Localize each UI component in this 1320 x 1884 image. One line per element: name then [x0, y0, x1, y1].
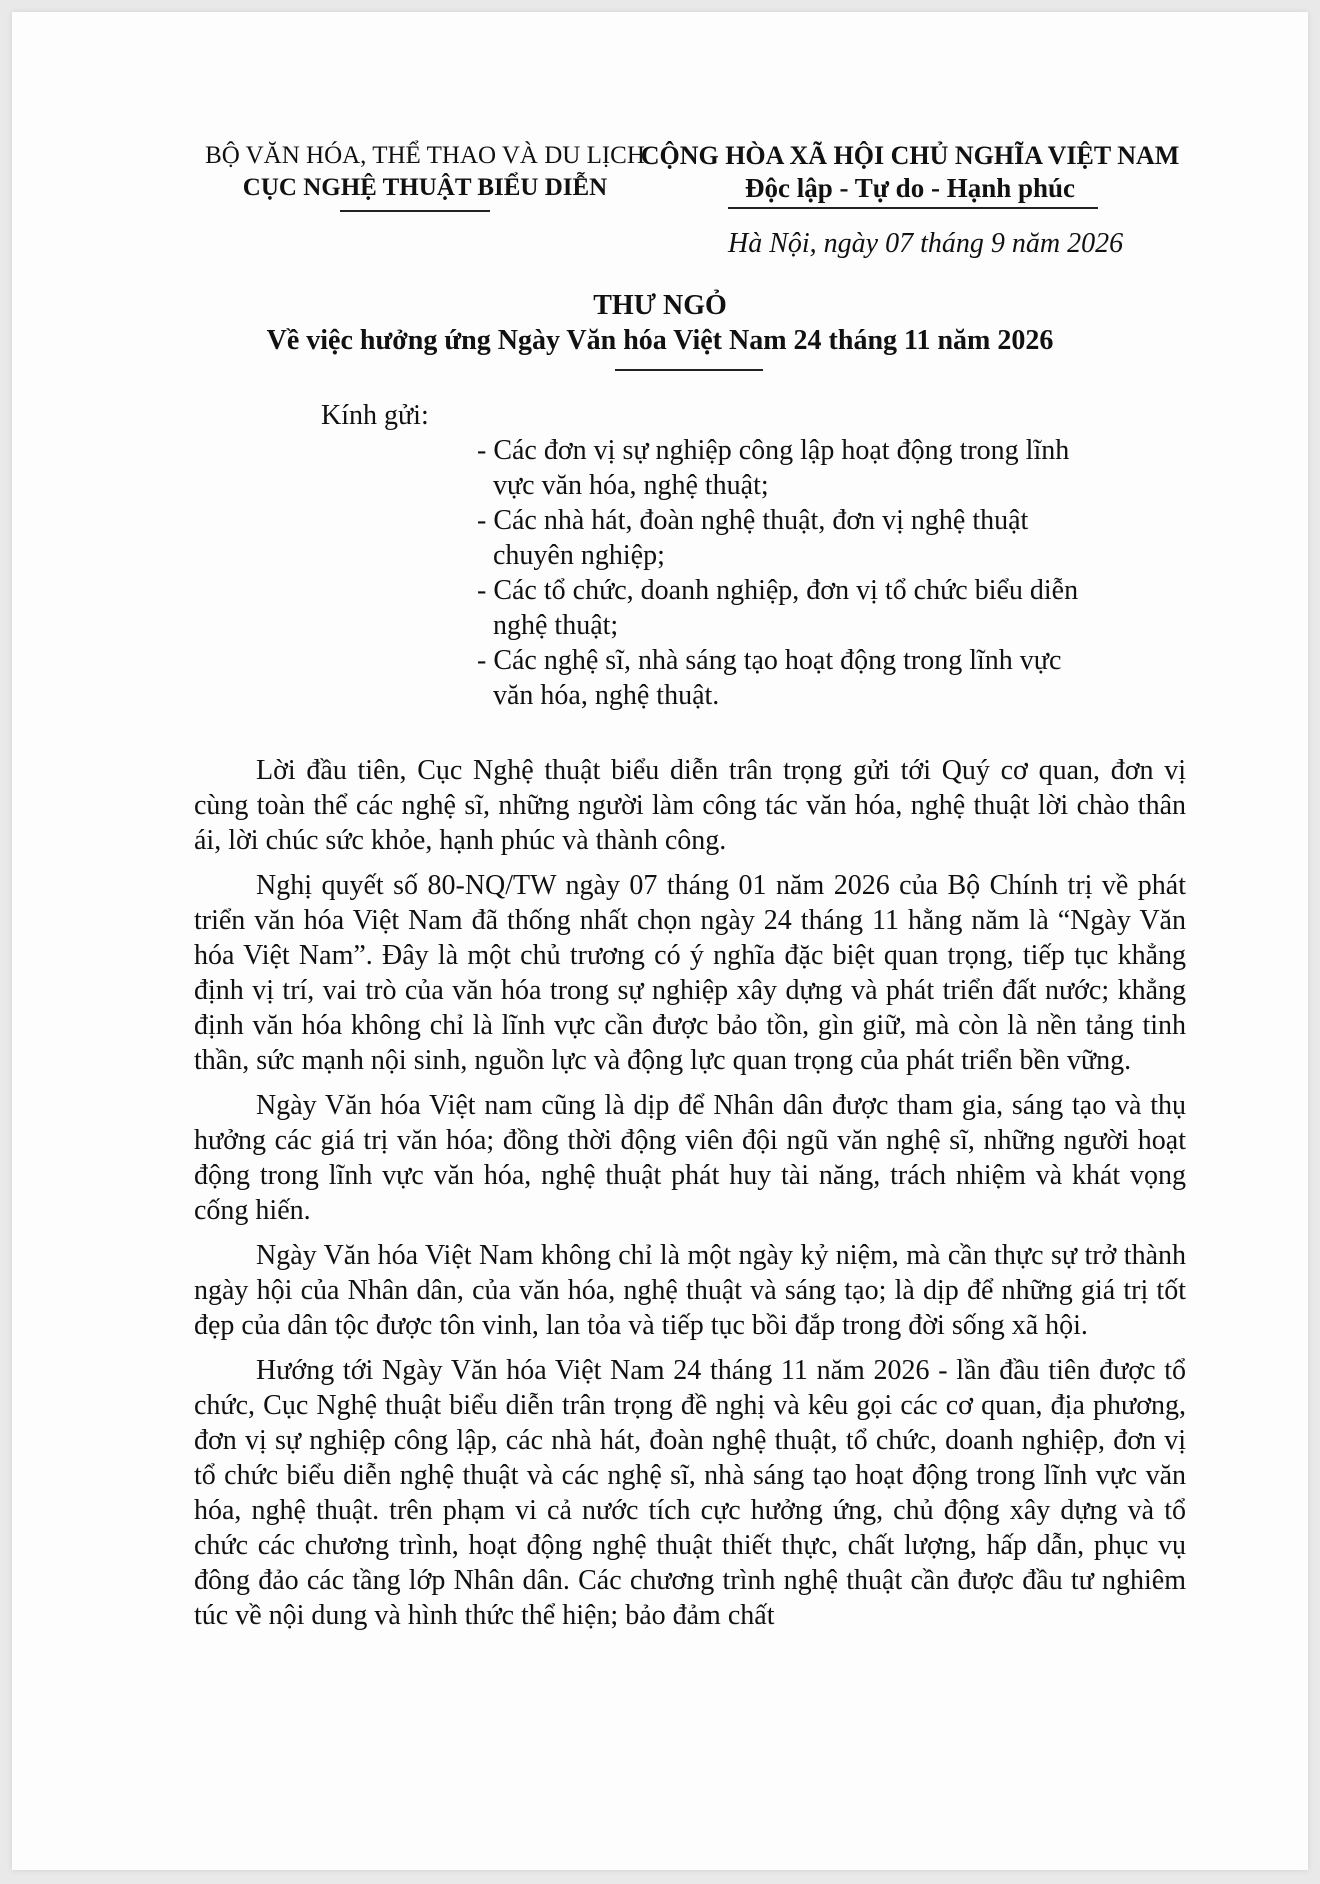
- recipient-line: chuyên nghiệp;: [493, 540, 665, 571]
- body-paragraph: Hướng tới Ngày Văn hóa Việt Nam 24 tháng 11 năm 2026 - lần đầu tiên được tổ chức, Cục Nghệ thuật biểu diễn trân trọng đề nghị và kêu gọi các cơ quan, địa phương, đơn vị sự nghiệp công lập, các nhà hát, đoàn nghệ thuật, tổ chức, doanh nghiệp, đơn vị tổ chức biểu diễn nghệ thuật và các nghệ sĩ, nhà sáng tạo hoạt động trong lĩnh vực văn hóa, nghệ thuật. trên phạm vi cả nước tích cực hưởng ứng, chủ động xây dựng và tổ chức các chương trình, hoạt động nghệ thuật thiết thực, chất lượng, hấp dẫn, phục vụ đông đảo các tầng lớp Nhân dân. Các chương trình nghệ thuật cần được đầu tư nghiêm túc về nội dung và hình thức thể hiện; bảo đảm chất: [194, 1355, 1186, 1631]
- recipient-item: [477, 433, 1177, 503]
- title-underline: [615, 369, 763, 371]
- recipient-line: văn hóa, nghệ thuật.: [493, 680, 720, 711]
- national-motto: Độc lập - Tự do - Hạnh phúc: [744, 173, 1076, 203]
- recipient-line: nghệ thuật;: [493, 610, 619, 641]
- recipient-item: [477, 643, 1177, 713]
- recipient-line: - Các tổ chức, doanh nghiệp, đơn vị tổ chức biểu diễn: [477, 575, 1079, 606]
- salutation: Kính gửi:: [321, 400, 429, 431]
- national-header: [640, 140, 1180, 204]
- department-name: CỤC NGHỆ THUẬT BIỂU DIỄN: [242, 174, 608, 201]
- recipient-item: [477, 503, 1177, 573]
- recipient-line: - Các nhà hát, đoàn nghệ thuật, đơn vị nghệ thuật: [477, 505, 1029, 536]
- issuing-agency-header: [190, 140, 660, 204]
- document-title: THƯ NGỎ: [593, 290, 727, 321]
- ministry-name: BỘ VĂN HÓA, THỂ THAO VÀ DU LỊCH: [205, 142, 645, 169]
- recipient-line: - Các nghệ sĩ, nhà sáng tạo hoạt động trong lĩnh vực: [477, 645, 1062, 676]
- body-paragraph: Ngày Văn hóa Việt nam cũng là dịp để Nhân dân được tham gia, sáng tạo và thụ hưởng các giá trị văn hóa; đồng thời động viên đội ngũ văn nghệ sĩ, những người hoạt động trong lĩnh vực văn hóa, nghệ thuật phát huy tài năng, trách nhiệm và khát vọng cống hiến.: [194, 1090, 1186, 1226]
- recipient-line: - Các đơn vị sự nghiệp công lập hoạt động trong lĩnh: [477, 435, 1070, 466]
- recipient-line: vực văn hóa, nghệ thuật;: [493, 470, 769, 501]
- recipient-list: [477, 433, 1177, 713]
- motto-underline: [728, 207, 1098, 209]
- body-paragraph: Lời đầu tiên, Cục Nghệ thuật biểu diễn trân trọng gửi tới Quý cơ quan, đơn vị cùng toàn thể các nghệ sĩ, những người làm công tác văn hóa, nghệ thuật lời chào thân ái, lời chúc sức khỏe, hạnh phúc và thành công.: [194, 755, 1186, 856]
- agency-underline: [340, 210, 490, 212]
- date-line: Hà Nội, ngày 07 tháng 9 năm 2026: [728, 228, 1124, 259]
- letter-body: [194, 753, 1186, 1643]
- recipient-item: [477, 573, 1177, 643]
- document-subtitle: Về việc hưởng ứng Ngày Văn hóa Việt Nam 24 tháng 11 năm 2026: [266, 325, 1054, 356]
- body-paragraph: Nghị quyết số 80-NQ/TW ngày 07 tháng 01 năm 2026 của Bộ Chính trị về phát triển văn hóa Việt Nam đã thống nhất chọn ngày 24 tháng 11 hằng năm là “Ngày Văn hóa Việt Nam”. Đây là một chủ trương có ý nghĩa đặc biệt quan trọng, tiếp tục khẳng định vị trí, vai trò của văn hóa trong sự nghiệp xây dựng và phát triển đất nước; khẳng định văn hóa không chỉ là lĩnh vực cần được bảo tồn, gìn giữ, mà còn là nền tảng tinh thần, sức mạnh nội sinh, nguồn lực và động lực quan trọng của phát triển bền vững.: [194, 870, 1186, 1076]
- body-paragraph: Ngày Văn hóa Việt Nam không chỉ là một ngày kỷ niệm, mà cần thực sự trở thành ngày hội của Nhân dân, của văn hóa, nghệ thuật và sáng tạo; là dịp để những giá trị tốt đẹp của dân tộc được tôn vinh, lan tỏa và tiếp tục bồi đắp trong đời sống xã hội.: [194, 1240, 1186, 1341]
- country-name: CỘNG HÒA XÃ HỘI CHỦ NGHĨA VIỆT NAM: [640, 141, 1180, 170]
